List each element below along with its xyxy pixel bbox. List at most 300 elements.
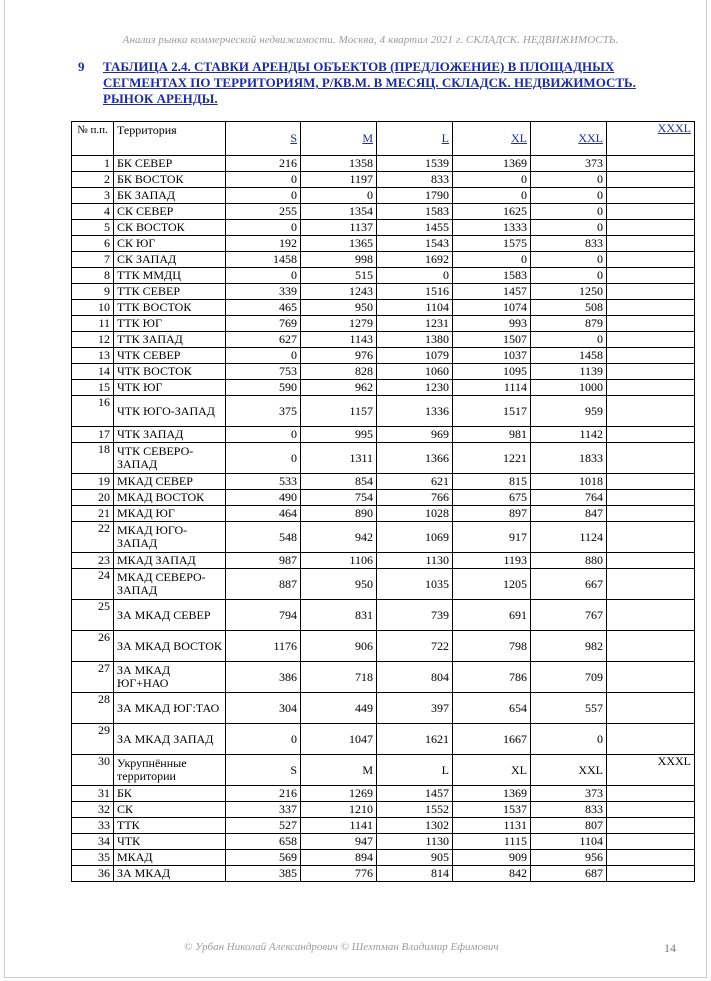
value-cell-s: 192 [226,236,301,252]
value-cell-xxl: 959 [531,396,607,427]
table-row [72,364,695,380]
value-cell-x3 [607,204,695,220]
value-cell-x3 [607,490,695,506]
value-cell-m: 718 [301,662,377,693]
row-number: 32 [72,802,114,818]
value-cell-xxl: 956 [531,850,607,866]
table-row [72,631,695,662]
value-cell-xxl: 764 [531,490,607,506]
table-row [72,834,695,850]
value-cell-s: S [226,755,301,786]
value-cell-xxl: 1250 [531,284,607,300]
value-cell-s: 627 [226,332,301,348]
value-cell-s: 987 [226,553,301,569]
value-cell-xl: 1131 [453,818,531,834]
row-number: 22 [72,522,114,553]
value-cell-m: 1279 [301,316,377,332]
value-cell-m: 1354 [301,204,377,220]
table-row [72,300,695,316]
row-number: 17 [72,427,114,443]
value-cell-x3 [607,316,695,332]
value-cell-s: 0 [226,220,301,236]
value-cell-xl: 675 [453,490,531,506]
row-number: 10 [72,300,114,316]
territory-cell: ЗА МКАД ВОСТОК [114,631,226,662]
header-m[interactable] [301,122,377,156]
value-cell-xl: 1333 [453,220,531,236]
value-cell-m: 854 [301,474,377,490]
value-cell-m: M [301,755,377,786]
value-cell-x3 [607,332,695,348]
row-number: 8 [72,268,114,284]
value-cell-xl: 815 [453,474,531,490]
territory-cell: ЗА МКАД [114,866,226,882]
value-cell-s: 375 [226,396,301,427]
territory-cell: ТТК ЮГ [114,316,226,332]
territory-cell: ЧТК ЮГ [114,380,226,396]
value-cell-m: 828 [301,364,377,380]
header-no: № п.п. [72,122,114,156]
value-cell-x3 [607,631,695,662]
value-cell-l: 1790 [377,188,453,204]
value-cell-xl: 691 [453,600,531,631]
row-number: 19 [72,474,114,490]
territory-cell: ЗА МКАД СЕВЕР [114,600,226,631]
value-cell-s: 794 [226,600,301,631]
value-cell-m: 515 [301,268,377,284]
value-cell-xl: 1074 [453,300,531,316]
table-row [72,818,695,834]
value-cell-xxl: 1124 [531,522,607,553]
value-cell-l: 1060 [377,364,453,380]
value-cell-l: 1621 [377,724,453,755]
territory-cell: ЗА МКАД ЗАПАД [114,724,226,755]
row-number: 4 [72,204,114,220]
table-row [72,474,695,490]
header-xxxl[interactable] [607,122,695,156]
value-cell-x3 [607,553,695,569]
value-cell-s: 0 [226,724,301,755]
value-cell-m: 1137 [301,220,377,236]
value-cell-s: 0 [226,268,301,284]
row-number: 6 [72,236,114,252]
value-cell-s: 658 [226,834,301,850]
row-number: 25 [72,600,114,631]
value-cell-l: 1035 [377,569,453,600]
territory-cell: БК [114,786,226,802]
value-cell-xl: 1575 [453,236,531,252]
value-cell-s: 590 [226,380,301,396]
row-number: 27 [72,662,114,693]
value-cell-xxl: 0 [531,724,607,755]
row-number: 21 [72,506,114,522]
value-cell-xl: 1507 [453,332,531,348]
table-row [72,316,695,332]
value-cell-xxl: 1139 [531,364,607,380]
row-number: 20 [72,490,114,506]
value-cell-l: 1583 [377,204,453,220]
value-cell-xxl: 0 [531,268,607,284]
territory-cell: МКАД СЕВЕРО-ЗАПАД [114,569,226,600]
territory-cell: МКАД ЗАПАД [114,553,226,569]
value-cell-m: 0 [301,188,377,204]
value-cell-x3 [607,693,695,724]
value-cell-x3 [607,818,695,834]
row-number: 30 [72,755,114,786]
value-cell-m: 950 [301,569,377,600]
value-cell-x3 [607,172,695,188]
value-cell-s: 216 [226,786,301,802]
value-cell-l: 1230 [377,380,453,396]
row-number: 12 [72,332,114,348]
row-number: 1 [72,156,114,172]
value-cell-s: 1176 [226,631,301,662]
value-cell-xl: 654 [453,693,531,724]
table-row [72,172,695,188]
territory-cell: ТТК СЕВЕР [114,284,226,300]
territory-cell: ЧТК [114,834,226,850]
header-l[interactable] [377,122,453,156]
value-cell-x3 [607,188,695,204]
value-cell-xl: 917 [453,522,531,553]
row-number: 23 [72,553,114,569]
table-row [72,348,695,364]
value-cell-l: 1069 [377,522,453,553]
table-row [72,284,695,300]
table-row [72,866,695,882]
table-row [72,380,695,396]
table-row [72,396,695,427]
value-cell-l: 1457 [377,786,453,802]
value-cell-l: 969 [377,427,453,443]
rent-rates-table [71,121,695,882]
header-xxxl-link[interactable]: XXXL [657,121,691,135]
territory-cell: БК ВОСТОК [114,172,226,188]
value-cell-s: 769 [226,316,301,332]
value-cell-l: 1130 [377,553,453,569]
territory-cell: ЧТК СЕВЕР [114,348,226,364]
value-cell-xl: 0 [453,188,531,204]
header-l-link[interactable]: L [441,131,449,145]
value-cell-l: 1104 [377,300,453,316]
value-cell-xxl: 1104 [531,834,607,850]
value-cell-x3 [607,506,695,522]
row-number: 11 [72,316,114,332]
table-row [72,802,695,818]
value-cell-l: 1302 [377,818,453,834]
row-number: 18 [72,443,114,474]
footer-copyright: © Урбан Николай Александрович © Шехтман Владимир Ефимович [184,941,499,953]
value-cell-x3 [607,474,695,490]
value-cell-x3 [607,268,695,284]
territory-cell: МКАД СЕВЕР [114,474,226,490]
value-cell-l: 1516 [377,284,453,300]
value-cell-m: 754 [301,490,377,506]
value-cell-xxl: 1833 [531,443,607,474]
header-s-link[interactable]: S [290,131,297,145]
value-cell-x3: XXXL [607,755,695,786]
territory-cell: ЗА МКАД ЮГ:ТАО [114,693,226,724]
page-number: 14 [664,941,676,955]
value-cell-x3 [607,724,695,755]
value-cell-x3 [607,348,695,364]
territory-cell: МКАД ЮГ [114,506,226,522]
value-cell-xl: 1625 [453,204,531,220]
territory-cell: ТТК [114,818,226,834]
value-cell-m: 1141 [301,818,377,834]
value-cell-xxl: 0 [531,204,607,220]
value-cell-xxl: 667 [531,569,607,600]
value-cell-s: 0 [226,188,301,204]
value-cell-s: 0 [226,348,301,364]
value-cell-s: 548 [226,522,301,553]
value-cell-l: 1231 [377,316,453,332]
table-row [72,755,695,786]
value-cell-s: 385 [226,866,301,882]
territory-cell: СК ЗАПАД [114,252,226,268]
table-row [72,553,695,569]
value-cell-xl: 1115 [453,834,531,850]
table-title[interactable]: ТАБЛИЦА 2.4. СТАВКИ АРЕНДЫ ОБЪЕКТОВ (ПРЕДЛОЖЕНИЕ) В ПЛОЩАДНЫХ СЕГМЕНТАХ ПО ТЕРРИТОРИЯМ, Р/КВ.М. В МЕСЯЦ. СКЛАДСК. НЕДВИЖИМОСТЬ. РЫНОК АРЕНДЫ. [103,59,636,106]
value-cell-x3 [607,220,695,236]
row-number: 31 [72,786,114,802]
table-row [72,490,695,506]
header-s[interactable] [226,122,301,156]
value-cell-s: 465 [226,300,301,316]
territory-cell: МКАД ЮГО-ЗАПАД [114,522,226,553]
value-cell-m: 1106 [301,553,377,569]
value-cell-s: 464 [226,506,301,522]
value-cell-m: 1157 [301,396,377,427]
header-xl[interactable] [453,122,531,156]
value-cell-xxl: 880 [531,553,607,569]
value-cell-m: 998 [301,252,377,268]
value-cell-xl: 0 [453,172,531,188]
value-cell-xxl: 1458 [531,348,607,364]
value-cell-xl: 1205 [453,569,531,600]
territory-cell: МКАД [114,850,226,866]
value-cell-xxl: 0 [531,332,607,348]
value-cell-s: 386 [226,662,301,693]
value-cell-m: 995 [301,427,377,443]
value-cell-m: 890 [301,506,377,522]
value-cell-xl: 1095 [453,364,531,380]
value-cell-s: 753 [226,364,301,380]
value-cell-s: 0 [226,443,301,474]
row-number: 14 [72,364,114,380]
value-cell-xl: 1667 [453,724,531,755]
row-number: 5 [72,220,114,236]
value-cell-s: 255 [226,204,301,220]
table-row [72,332,695,348]
row-number: 7 [72,252,114,268]
value-cell-x3 [607,443,695,474]
row-number: 34 [72,834,114,850]
value-cell-l: 1079 [377,348,453,364]
value-cell-m: 1243 [301,284,377,300]
value-cell-s: 0 [226,427,301,443]
table-row [72,850,695,866]
value-cell-x3 [607,236,695,252]
row-number: 9 [72,284,114,300]
value-cell-xxl: 833 [531,236,607,252]
section-number: 9 [78,59,85,74]
row-number: 24 [72,569,114,600]
value-cell-x3 [607,866,695,882]
header-territory: Территория [114,122,226,156]
value-cell-x3 [607,834,695,850]
row-number: 16 [72,396,114,427]
row-number: 36 [72,866,114,882]
row-number: 35 [72,850,114,866]
value-cell-x3 [607,522,695,553]
value-cell-l: 1692 [377,252,453,268]
territory-cell: СК СЕВЕР [114,204,226,220]
value-cell-m: 1269 [301,786,377,802]
header-xxl[interactable] [531,122,607,156]
value-cell-s: 304 [226,693,301,724]
value-cell-xxl: 687 [531,866,607,882]
table-row [72,786,695,802]
value-cell-l: 0 [377,268,453,284]
value-cell-xl: 1583 [453,268,531,284]
value-cell-xxl: 879 [531,316,607,332]
value-cell-m: 976 [301,348,377,364]
value-cell-l: 1455 [377,220,453,236]
territory-cell: ЧТК ВОСТОК [114,364,226,380]
row-number: 2 [72,172,114,188]
value-cell-xxl: 373 [531,156,607,172]
territory-cell: ТТК ВОСТОК [114,300,226,316]
value-cell-m: 1358 [301,156,377,172]
value-cell-xl: 1114 [453,380,531,396]
row-number: 33 [72,818,114,834]
header-xxl-link[interactable]: XXL [578,131,603,145]
value-cell-xl: 1369 [453,786,531,802]
value-cell-xxl: 1018 [531,474,607,490]
value-cell-x3 [607,662,695,693]
value-cell-l: 621 [377,474,453,490]
territory-cell: МКАД ВОСТОК [114,490,226,506]
value-cell-s: 569 [226,850,301,866]
value-cell-m: 942 [301,522,377,553]
value-cell-x3 [607,600,695,631]
value-cell-s: 533 [226,474,301,490]
table-row [72,268,695,284]
value-cell-xxl: 0 [531,172,607,188]
table-row [72,252,695,268]
value-cell-l: 1552 [377,802,453,818]
value-cell-xxl: XXL [531,755,607,786]
value-cell-x3 [607,569,695,600]
value-cell-xl: 981 [453,427,531,443]
table-row [72,156,695,172]
value-cell-l: 766 [377,490,453,506]
territory-cell: БК ЗАПАД [114,188,226,204]
table-row [72,443,695,474]
value-cell-xl: 1457 [453,284,531,300]
table-row [72,724,695,755]
value-cell-xl: 1221 [453,443,531,474]
header-xl-link[interactable]: XL [511,131,527,145]
value-cell-l: 1539 [377,156,453,172]
value-cell-l: 1380 [377,332,453,348]
value-cell-xl: 786 [453,662,531,693]
table-row [72,188,695,204]
value-cell-xl: 897 [453,506,531,522]
row-number: 28 [72,693,114,724]
value-cell-s: 216 [226,156,301,172]
value-cell-xl: 1193 [453,553,531,569]
value-cell-m: 947 [301,834,377,850]
row-number: 29 [72,724,114,755]
table-row [72,220,695,236]
territory-cell: Укрупнённые территории [114,755,226,786]
row-number: 13 [72,348,114,364]
header-m-link[interactable]: M [362,131,373,145]
value-cell-s: 0 [226,172,301,188]
value-cell-x3 [607,284,695,300]
value-cell-xl: XL [453,755,531,786]
territory-cell: СК [114,802,226,818]
value-cell-xl: 1517 [453,396,531,427]
value-cell-xl: 798 [453,631,531,662]
value-cell-l: 1366 [377,443,453,474]
territory-cell: СК ВОСТОК [114,220,226,236]
table-row [72,569,695,600]
value-cell-l: 905 [377,850,453,866]
value-cell-xxl: 1000 [531,380,607,396]
territory-cell: СК ЮГ [114,236,226,252]
value-cell-xl: 1537 [453,802,531,818]
value-cell-m: 1210 [301,802,377,818]
running-header: Анализ рынка коммерческой недвижимости. Москва, 4 квартал 2021 г. СКЛАДСК. НЕДВИЖИМОСТЬ. [122,34,619,46]
value-cell-xxl: 767 [531,600,607,631]
value-cell-m: 776 [301,866,377,882]
value-cell-xxl: 1142 [531,427,607,443]
value-cell-x3 [607,802,695,818]
value-cell-l: 397 [377,693,453,724]
value-cell-xl: 1037 [453,348,531,364]
table-row [72,600,695,631]
value-cell-l: L [377,755,453,786]
value-cell-m: 1047 [301,724,377,755]
value-cell-xxl: 557 [531,693,607,724]
territory-cell: ТТК ЗАПАД [114,332,226,348]
value-cell-l: 1336 [377,396,453,427]
value-cell-xl: 909 [453,850,531,866]
value-cell-m: 1311 [301,443,377,474]
value-cell-x3 [607,252,695,268]
value-cell-m: 906 [301,631,377,662]
value-cell-l: 1130 [377,834,453,850]
table-row [72,427,695,443]
value-cell-l: 814 [377,866,453,882]
territory-cell: ЧТК ЮГО-ЗАПАД [114,396,226,427]
table-row [72,662,695,693]
value-cell-m: 449 [301,693,377,724]
table-row [72,693,695,724]
value-cell-s: 490 [226,490,301,506]
value-cell-xxl: 373 [531,786,607,802]
value-cell-xl: 842 [453,866,531,882]
value-cell-m: 894 [301,850,377,866]
table-row [72,506,695,522]
value-cell-l: 833 [377,172,453,188]
value-cell-m: 1365 [301,236,377,252]
value-cell-xxl: 0 [531,220,607,236]
value-cell-xl: 993 [453,316,531,332]
